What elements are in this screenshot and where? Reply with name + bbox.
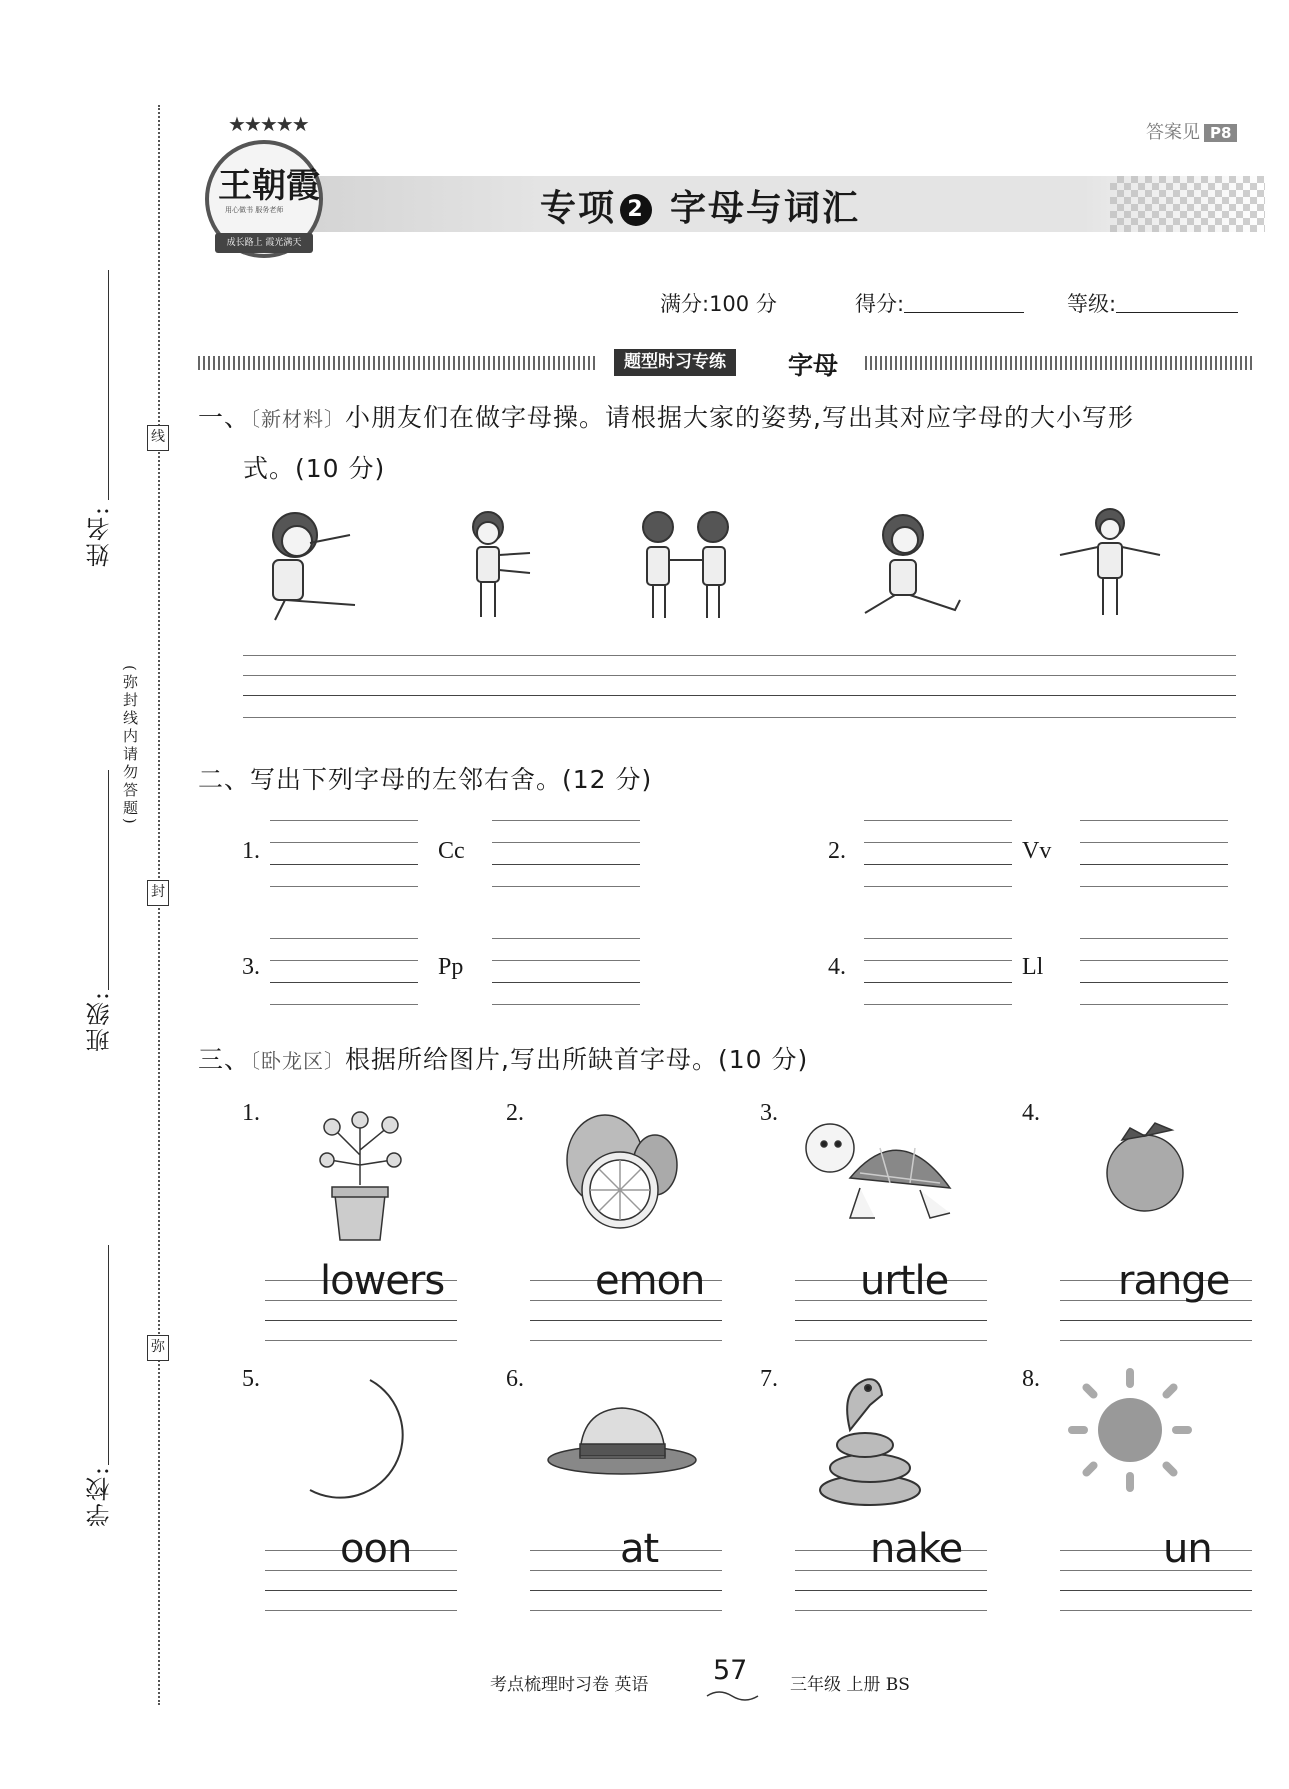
writing-line[interactable] <box>270 820 418 821</box>
writing-line[interactable] <box>265 1610 457 1611</box>
writing-line[interactable] <box>1080 960 1228 961</box>
q3-word: nake <box>870 1526 963 1572</box>
writing-line[interactable] <box>270 938 418 939</box>
writing-line[interactable] <box>795 1590 987 1591</box>
logo-ribbon: 成长路上 霞光满天 <box>215 233 313 253</box>
section-divider-right <box>865 356 1255 370</box>
writing-line[interactable] <box>492 820 640 821</box>
full-score: 满分:100 分 <box>660 292 777 316</box>
q3-word: lowers <box>320 1258 445 1304</box>
q2-item-number: 3. <box>242 954 260 980</box>
writing-line[interactable] <box>1060 1610 1252 1611</box>
footer-right: 三年级 上册 BS <box>790 1675 910 1695</box>
q3-item-number: 7. <box>760 1366 778 1392</box>
writing-line[interactable] <box>530 1610 722 1611</box>
class-field-line[interactable] <box>108 770 109 990</box>
kid-gesture-5 <box>1060 509 1160 615</box>
school-label: 学校: <box>86 1465 114 1528</box>
kid-gesture-2 <box>473 512 530 617</box>
writing-line[interactable] <box>530 1340 722 1341</box>
grade-field[interactable]: 等级: <box>1067 288 1238 318</box>
hat-icon <box>545 1400 700 1485</box>
moon-icon <box>300 1375 410 1505</box>
q2-letter: Cc <box>438 838 465 864</box>
seal-mark-mi: 弥 <box>147 1335 169 1361</box>
name-label: 姓名: <box>86 505 114 568</box>
turtle-icon <box>790 1118 970 1228</box>
name-field-line[interactable] <box>108 270 109 500</box>
q2-item-number: 4. <box>828 954 846 980</box>
writing-line[interactable] <box>1080 938 1228 939</box>
logo-stars: ★★★★★ <box>228 112 308 136</box>
writing-line[interactable] <box>270 1004 418 1005</box>
writing-line[interactable] <box>1080 864 1228 865</box>
seal-mark-line: 线 <box>147 425 169 451</box>
school-field-line[interactable] <box>108 1245 109 1465</box>
writing-line[interactable] <box>530 1590 722 1591</box>
q2-item-number: 2. <box>828 838 846 864</box>
writing-line[interactable] <box>795 1610 987 1611</box>
writing-line[interactable] <box>1060 1550 1252 1551</box>
logo-subtitle: 用心做书 服务老师 <box>225 206 284 214</box>
writing-line[interactable] <box>1080 842 1228 843</box>
q3-word: range <box>1118 1258 1230 1304</box>
writing-line[interactable] <box>864 820 1012 821</box>
q2-letter: Ll <box>1022 954 1044 980</box>
q3-heading: 三、〔卧龙区〕根据所给图片,写出所缺首字母。(10 分) <box>198 1045 809 1074</box>
section-tag: 题型时习专练 <box>614 349 736 376</box>
writing-line[interactable] <box>270 960 418 961</box>
writing-line[interactable] <box>1080 982 1228 983</box>
writing-line[interactable] <box>864 982 1012 983</box>
writing-line[interactable] <box>492 1004 640 1005</box>
writing-line[interactable] <box>864 960 1012 961</box>
kids-gesture-illustrations <box>255 505 1195 625</box>
writing-line[interactable] <box>1080 820 1228 821</box>
writing-line[interactable] <box>530 1320 722 1321</box>
q3-word: at <box>620 1526 659 1572</box>
q3-word: urtle <box>860 1258 949 1304</box>
q3-word: un <box>1163 1526 1212 1572</box>
page-title: 专项 2 字母与词汇 <box>540 188 861 229</box>
writing-line[interactable] <box>492 842 640 843</box>
q1-line[interactable] <box>243 695 1236 696</box>
writing-line[interactable] <box>864 1004 1012 1005</box>
seal-warning: (弥封线内请勿答题) <box>121 665 139 827</box>
seal-mark-seal: 封 <box>147 880 169 906</box>
writing-line[interactable] <box>864 886 1012 887</box>
footer-left: 考点梳理时习卷 英语 <box>490 1675 649 1695</box>
q3-item-number: 6. <box>506 1366 524 1392</box>
writing-line[interactable] <box>1080 1004 1228 1005</box>
orange-icon <box>1100 1118 1190 1218</box>
class-label: 班级: <box>86 990 114 1053</box>
writing-line[interactable] <box>1060 1320 1252 1321</box>
answer-reference: 答案见 P8 <box>1146 118 1237 144</box>
section-name: 字母 <box>788 351 839 380</box>
q3-item-number: 5. <box>242 1366 260 1392</box>
writing-line[interactable] <box>270 982 418 983</box>
q1-line[interactable] <box>243 717 1236 718</box>
writing-line[interactable] <box>492 938 640 939</box>
writing-line[interactable] <box>492 982 640 983</box>
q3-word: emon <box>595 1258 705 1304</box>
kid-gesture-1 <box>273 513 355 620</box>
writing-line[interactable] <box>864 938 1012 939</box>
sun-icon <box>1060 1360 1200 1500</box>
writing-line[interactable] <box>492 960 640 961</box>
page-number: 57 <box>713 1655 748 1686</box>
writing-line[interactable] <box>270 864 418 865</box>
writing-line[interactable] <box>1080 886 1228 887</box>
writing-line[interactable] <box>795 1340 987 1341</box>
logo-name: 王朝霞 <box>218 166 320 206</box>
writing-line[interactable] <box>492 886 640 887</box>
q1-line[interactable] <box>243 675 1236 676</box>
q2-letter: Pp <box>438 954 464 980</box>
flower-pot-icon <box>310 1105 410 1245</box>
q2-item-number: 1. <box>242 838 260 864</box>
writing-line[interactable] <box>1060 1570 1252 1571</box>
writing-line[interactable] <box>265 1320 457 1321</box>
writing-line[interactable] <box>1060 1340 1252 1341</box>
score-field[interactable]: 得分: <box>855 288 1024 318</box>
q3-item-number: 1. <box>242 1100 260 1126</box>
kid-gesture-4 <box>865 515 960 613</box>
writing-line[interactable] <box>795 1320 987 1321</box>
writing-line[interactable] <box>864 842 1012 843</box>
q3-item-number: 8. <box>1022 1366 1040 1392</box>
writing-line[interactable] <box>864 864 1012 865</box>
section-divider-left <box>198 356 598 370</box>
q1-heading-cont: 式。(10 分) <box>243 454 386 483</box>
page-number-ornament <box>705 1688 760 1702</box>
banner-pattern <box>1110 176 1265 232</box>
writing-line[interactable] <box>270 886 418 887</box>
writing-line[interactable] <box>1060 1590 1252 1591</box>
lemon-icon <box>560 1110 680 1235</box>
q3-word: oon <box>340 1526 412 1572</box>
q2-letter: Vv <box>1022 838 1052 864</box>
q2-heading: 二、写出下列字母的左邻右舍。(12 分) <box>198 765 653 794</box>
writing-line[interactable] <box>270 842 418 843</box>
kid-gesture-3 <box>643 512 728 618</box>
q3-item-number: 4. <box>1022 1100 1040 1126</box>
writing-line[interactable] <box>265 1590 457 1591</box>
q1-line[interactable] <box>243 655 1236 656</box>
q3-item-number: 2. <box>506 1100 524 1126</box>
q1-heading: 一、〔新材料〕小朋友们在做字母操。请根据大家的姿势,写出其对应字母的大小写形 <box>198 403 1134 432</box>
snake-icon <box>810 1360 930 1510</box>
writing-line[interactable] <box>265 1340 457 1341</box>
writing-line[interactable] <box>492 864 640 865</box>
q3-item-number: 3. <box>760 1100 778 1126</box>
